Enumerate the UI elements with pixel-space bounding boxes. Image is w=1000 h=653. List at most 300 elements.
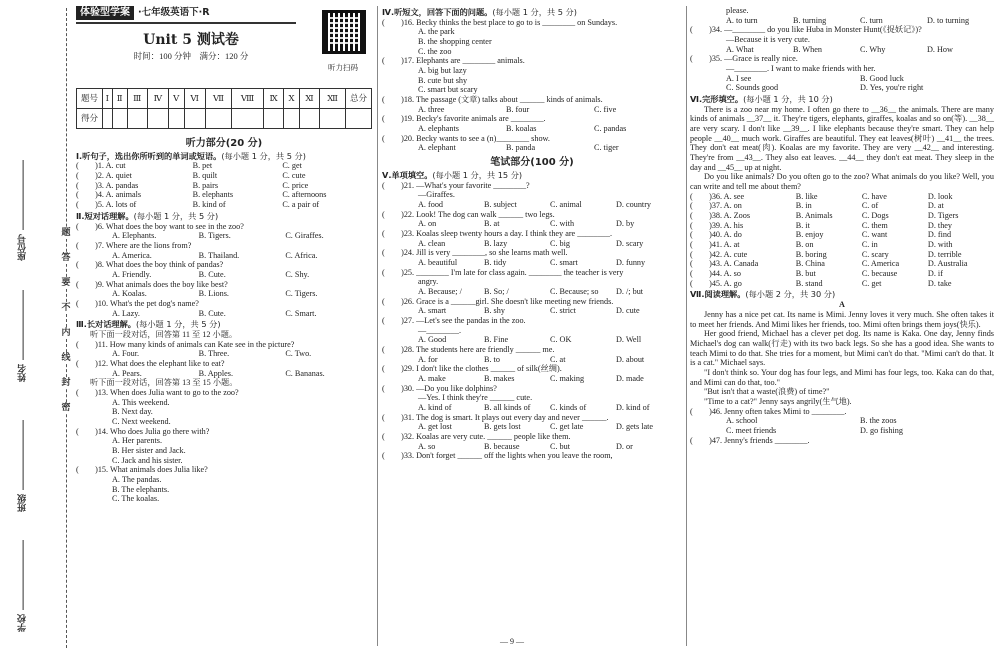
options-row xyxy=(690,192,994,202)
qr-caption: 听力扫码 xyxy=(328,63,358,72)
option-line: C. The koalas. xyxy=(112,494,160,504)
question-stem: ( )22. Look! The dog can walk ______ two legs. xyxy=(382,209,555,219)
option: D. look xyxy=(927,191,953,201)
option-line: —________. xyxy=(418,325,461,335)
options-row xyxy=(382,422,682,432)
score-row-label: 得分 xyxy=(77,109,103,129)
question-stem: ( )19. Becky's favorite animals are ________. xyxy=(382,114,546,124)
question-stem: ( )9. What animals does the boy like best? xyxy=(76,279,228,289)
section-heading xyxy=(690,95,994,105)
score-cell[interactable] xyxy=(168,109,184,129)
section-heading-text: Ⅳ.听短文，回答下面的问题。 xyxy=(382,7,493,17)
binding-strip xyxy=(0,0,78,653)
option: B. quilt xyxy=(192,171,218,181)
option: A. Good xyxy=(418,335,447,345)
column-3-body xyxy=(690,6,994,445)
option: C. big xyxy=(550,238,571,248)
option-line: B. Next day. xyxy=(112,407,153,417)
section-heading-note: (每小题 1 分，共 5 分) xyxy=(492,7,577,17)
option: C. animal xyxy=(550,199,582,209)
seal-char: 要 xyxy=(59,278,73,289)
option-line: angry. xyxy=(418,277,439,287)
option: C. Dogs xyxy=(861,211,889,221)
score-cell[interactable] xyxy=(320,109,346,129)
option: B. elephants xyxy=(192,190,234,200)
option: D. they xyxy=(927,220,953,230)
option: A. Four. xyxy=(112,349,140,359)
question-row xyxy=(76,171,372,181)
seal-char: 封 xyxy=(59,378,73,389)
options-row xyxy=(690,83,994,93)
passage-paragraph: There is a zoo near my home. I often go there to __36__ the animals. There are many kinds of animals __37__ it. They're tigers, elephants, giraffes, koalas and so on(等). __38__ are very scary. I don't like __39__. I like elephants because they're smart. They can help people __40__ much work. Giraffes are beautiful. They eat leaves(树叶) __41__ the trees. They don't eat meat(肉). Koalas are my favorite. They are very __42__ and interesting. They're from __43__. They also eat leaves. __44__ they don't eat meat. They sleep in the day and __45__ up at night. xyxy=(690,104,994,172)
option: D. if xyxy=(927,269,943,279)
options-row xyxy=(76,349,372,359)
option: D. take xyxy=(927,278,952,288)
option: B. on xyxy=(795,240,814,250)
question-stem: ( )30. —Do you like dolphins? xyxy=(382,383,497,393)
option: C. kinds of xyxy=(550,403,587,412)
option-line: A. Her parents. xyxy=(112,436,163,446)
question-stem: ( )46. Jenny often takes Mimi to ________. xyxy=(690,406,847,416)
option: ( )36. A. see xyxy=(690,191,745,201)
options-row xyxy=(382,105,682,115)
question-stem: ( )7. Where are the lions from? xyxy=(76,240,192,250)
option: D. How xyxy=(927,44,953,54)
section-heading-text: Ⅴ.单项填空。 xyxy=(382,169,433,180)
score-header-cell: Ⅹ xyxy=(284,89,300,109)
score-cell[interactable] xyxy=(127,109,147,129)
score-cell[interactable] xyxy=(147,109,168,129)
option: C. a pair of xyxy=(282,200,320,210)
option: A. Because; / xyxy=(418,286,462,296)
option: C. with xyxy=(550,219,575,229)
option-line: C. Next weekend. xyxy=(112,416,171,426)
options-row xyxy=(382,239,682,249)
option: B. Animals xyxy=(795,211,833,221)
score-header-cell: Ⅳ xyxy=(147,89,168,109)
option: A. America. xyxy=(112,250,152,260)
option: C. of xyxy=(861,201,879,211)
options-row xyxy=(690,45,994,55)
option: C. tiger xyxy=(594,143,619,153)
option: D. go fishing xyxy=(860,425,903,435)
score-header-cell: Ⅲ xyxy=(127,89,147,109)
section-heading-note: (每小题 1 分，共 5 分) xyxy=(135,319,221,330)
options-row xyxy=(690,211,994,221)
option: B. four xyxy=(506,104,530,114)
option: B. Lions. xyxy=(198,289,229,299)
column-2-body xyxy=(382,8,682,461)
seal-char: 不 xyxy=(59,303,73,314)
option: C. cute xyxy=(282,171,306,181)
options-row xyxy=(382,306,682,316)
option: B. Fine xyxy=(484,335,509,345)
question-stem: ( )35. —Grace is really nice. xyxy=(690,54,798,64)
option: A. I see xyxy=(726,73,752,83)
options-row xyxy=(690,240,994,250)
option: D. at xyxy=(927,201,944,211)
option-line: please. xyxy=(726,6,749,15)
option: B. boring xyxy=(795,249,827,259)
option: C. them xyxy=(861,220,888,230)
passage-paragraph: "But isn't that a waste(浪费) of time?" xyxy=(704,387,830,397)
option: D. cute xyxy=(616,306,640,316)
qr-code-icon[interactable] xyxy=(322,10,366,54)
score-cell[interactable] xyxy=(346,109,372,129)
score-cell[interactable] xyxy=(205,109,231,129)
page-title: Unit 5 测试卷 xyxy=(143,31,239,48)
option: B. it xyxy=(795,220,810,230)
option-line: A. the park xyxy=(418,27,455,37)
option: B. China xyxy=(795,259,825,269)
section-heading-text: Ⅱ.短对话理解。 xyxy=(76,210,134,221)
option-line: A. The pandas. xyxy=(112,474,162,484)
option: A. to turn xyxy=(726,15,758,25)
score-header-cell: Ⅺ xyxy=(299,89,319,109)
column-1 xyxy=(76,6,372,504)
option: C. scary xyxy=(861,249,889,259)
option: B. Cute. xyxy=(198,269,226,279)
option: A. for xyxy=(418,354,438,364)
option: A. get lost xyxy=(418,422,452,432)
option: D. about xyxy=(616,354,645,364)
option: A. What xyxy=(726,44,754,54)
options-row xyxy=(382,403,682,413)
page-number: — 9 — xyxy=(500,637,524,646)
section-heading-text: Ⅲ.长对话理解。 xyxy=(76,319,136,330)
option: D. or xyxy=(616,441,633,451)
option: B. subject xyxy=(484,199,517,209)
option: C. pandas xyxy=(594,124,627,134)
option: B. shy xyxy=(484,306,505,316)
section-heading xyxy=(382,8,682,18)
column-3 xyxy=(690,6,994,445)
option: D. funny xyxy=(616,257,646,267)
option: ( )40. A. do xyxy=(690,230,742,240)
question-stem: ( )34. —________ do you like Huba in Monster Hunt(《捉妖记》)? xyxy=(690,25,922,35)
section-heading-text: Ⅶ.阅读理解。 xyxy=(690,289,746,300)
question-row xyxy=(76,190,372,200)
section-heading-note: (每小题 1 分，共 5 分) xyxy=(221,150,306,161)
section-heading xyxy=(76,152,372,162)
option: C. Giraffes. xyxy=(285,231,324,241)
class-field: 班级 xyxy=(18,420,29,512)
option: C. get xyxy=(861,278,882,288)
brand-logo: 体验型学案 xyxy=(76,6,134,20)
options-row xyxy=(76,231,372,241)
option: B. at xyxy=(484,219,500,229)
option: B. Thailand. xyxy=(198,250,240,260)
option: D. Yes, you're right xyxy=(860,83,924,93)
question-stem: ( )26. Grace is a ______girl. She doesn't like meeting new friends. xyxy=(382,296,614,306)
question-stem: ( )29. I don't like the clothes ______ of silk(丝绸). xyxy=(382,364,562,374)
options-row xyxy=(76,251,372,261)
option: B. to xyxy=(484,354,500,364)
section-heading-note: (每小题 1 分，共 15 分) xyxy=(432,169,523,180)
section-heading xyxy=(76,320,372,330)
question-stem: ( )1. A. cut xyxy=(76,161,126,171)
option: C. OK xyxy=(550,335,572,345)
option: A. kind of xyxy=(418,403,452,412)
option: A. elephant xyxy=(418,143,456,153)
section-heading xyxy=(690,290,994,300)
option: D. with xyxy=(927,240,953,250)
option: C. meet friends xyxy=(726,425,777,435)
section-heading xyxy=(382,171,682,181)
option: ( )41. A. at xyxy=(690,240,740,250)
question-stem: ( )14. Who does Julia go there with? xyxy=(76,426,210,436)
question-stem: ( )16. Becky thinks the best place to go to is ________ on Sundays. xyxy=(382,17,618,27)
option: A. so xyxy=(418,441,436,451)
question-stem: ( )12. What does the elephant like to eat? xyxy=(76,358,225,368)
score-cell[interactable] xyxy=(263,109,283,129)
option: ( )37. A. on xyxy=(690,201,742,211)
options-row xyxy=(690,269,994,279)
option: D. Well xyxy=(616,335,642,345)
question-stem: ( )33. Don't forget ______ off the lights when you leave the room, xyxy=(382,451,613,461)
seal-char: 内 xyxy=(59,328,73,339)
option: A. Koalas. xyxy=(112,289,147,299)
option: C. price xyxy=(282,180,309,190)
seal-char: 答 xyxy=(59,253,73,264)
options-row xyxy=(690,221,994,231)
question-stem: ( )28. The students here are friendly ______ me. xyxy=(382,344,555,354)
option: A. school xyxy=(726,416,758,426)
options-row xyxy=(382,124,682,134)
option: A. Friendly. xyxy=(112,269,152,279)
score-cell[interactable] xyxy=(232,109,264,129)
option: B. lazy xyxy=(484,238,508,248)
column-1-body xyxy=(76,152,372,504)
options-row xyxy=(76,289,372,299)
header-brand xyxy=(76,6,296,24)
question-stem: ( )23. Koalas sleep twenty hours a day. I think they are ________. xyxy=(382,228,613,238)
score-header-cell: Ⅴ xyxy=(168,89,184,109)
options-row xyxy=(382,287,682,297)
option: D. gets late xyxy=(616,422,654,432)
section-heading-note: (每小题 1 分，共 10 分) xyxy=(743,94,833,105)
option: C. turn xyxy=(860,15,883,25)
score-table xyxy=(76,88,372,129)
option: C. but xyxy=(550,441,571,451)
score-cell[interactable] xyxy=(103,109,113,129)
option-line: —________. I want to make friends with her. xyxy=(726,64,876,74)
score-header-row xyxy=(77,89,372,109)
question-stem: ( )4. A. animals xyxy=(76,190,142,200)
score-header-cell: 总分 xyxy=(346,89,372,109)
options-row xyxy=(690,250,994,260)
question-stem: ( )21. —What's your favorite ________? xyxy=(382,180,530,190)
score-header-cell: Ⅱ xyxy=(112,89,127,109)
option-line: B. The elephants. xyxy=(112,484,170,494)
question-stem: ( )31. The dog is smart. It plays out every day and never ______. xyxy=(382,412,609,422)
seat-number-field: 座位号 xyxy=(18,160,29,261)
seal-char: 线 xyxy=(59,353,73,364)
option-line: A. This weekend. xyxy=(112,397,170,407)
option: C. Africa. xyxy=(285,250,318,260)
section-heading-text: Ⅰ.听句子，选出你所听到的单词或短语。 xyxy=(76,150,222,161)
option: B. turning xyxy=(793,15,827,25)
option: A. clean xyxy=(418,238,446,248)
question-stem: ( )32. Koalas are very cute. ______ people like them. xyxy=(382,432,571,442)
name-field: 姓名 xyxy=(18,290,29,382)
option: ( )39. A. his xyxy=(690,220,744,230)
option: B. Tigers. xyxy=(198,231,231,241)
option: A. beautiful xyxy=(418,257,458,267)
options-row xyxy=(690,426,994,436)
question-stem: ( )8. What does the boy think of pandas? xyxy=(76,260,224,270)
options-row xyxy=(690,230,994,240)
option: D. by xyxy=(616,219,635,229)
option: A. make xyxy=(418,373,446,383)
option: B. because xyxy=(484,441,520,451)
option: C. at xyxy=(550,354,566,364)
option-line: C. the zoo xyxy=(418,46,452,56)
score-cell[interactable] xyxy=(299,109,319,129)
option: B. pairs xyxy=(192,180,219,190)
option-line: B. Her sister and Jack. xyxy=(112,445,186,455)
options-row xyxy=(76,369,372,379)
score-header-cell: Ⅶ xyxy=(205,89,231,109)
score-header-cell: Ⅻ xyxy=(320,89,346,109)
option: B. gets lost xyxy=(484,422,521,432)
question-stem: ( )24. Jill is very ________, so she learns math well. xyxy=(382,248,568,258)
option: C. Sounds good xyxy=(726,83,779,93)
exam-meta: 时间：100 分钟 满分：120 分 xyxy=(133,51,249,62)
option: B. koalas xyxy=(506,124,537,134)
school-field: 学校 xyxy=(18,540,29,632)
question-stem: ( )27. —Let's see the pandas in the zoo. xyxy=(382,315,526,325)
option: ( )38. A. Zoos xyxy=(690,211,751,221)
instruction-line: 听下面一段对话，回答第 13 至 15 小题。 xyxy=(90,378,238,388)
options-row xyxy=(382,219,682,229)
option: B. So; / xyxy=(484,286,509,296)
option: C. Why xyxy=(860,44,886,54)
question-row xyxy=(76,200,372,210)
option: ( )42. A. cute xyxy=(690,249,748,259)
options-row xyxy=(382,200,682,210)
instruction-line: 听下面一段对话，回答第 11 至 12 小题。 xyxy=(90,329,238,339)
passage-paragraph: "Time to a cat?" Jenny says angrily(生气地). xyxy=(704,396,852,406)
score-cell[interactable] xyxy=(112,109,127,129)
options-row xyxy=(690,279,994,289)
options-row xyxy=(382,335,682,345)
option: C. five xyxy=(594,104,617,114)
column-2 xyxy=(382,6,682,461)
written-section-title: 笔试部分(100 分) xyxy=(490,157,574,169)
option: B. like xyxy=(795,191,818,201)
section-heading-text: Ⅵ.完形填空。 xyxy=(690,94,744,105)
option: C. afternoons xyxy=(282,190,327,200)
option: D. Tigers xyxy=(927,211,959,221)
option: A. three xyxy=(418,104,445,114)
options-row xyxy=(382,355,682,365)
option: C. get late xyxy=(550,422,584,432)
option: D. to turning xyxy=(927,15,970,25)
option: B. pet xyxy=(192,161,213,171)
option-line: —Giraffes. xyxy=(418,190,455,200)
question-stem: ( )5. A. lots of xyxy=(76,200,137,210)
options-row xyxy=(690,16,994,26)
option: D. find xyxy=(927,230,952,240)
option: A. on xyxy=(418,219,437,229)
options-row xyxy=(382,258,682,268)
score-cell[interactable] xyxy=(184,109,205,129)
option-line: —Because it is very cute. xyxy=(726,35,810,45)
listening-section-title: 听力部分(20 分) xyxy=(185,138,263,149)
option: D. Australia xyxy=(927,259,968,269)
option: C. have xyxy=(861,191,887,201)
option: B. enjoy xyxy=(795,230,824,240)
options-row xyxy=(382,442,682,452)
option: C. get xyxy=(282,161,302,171)
question-stem: ( )15. What animals does Julia like? xyxy=(76,465,208,475)
options-row xyxy=(382,374,682,384)
passage-paragraph: Jenny has a nice pet cat. Its name is Mimi. Jenny loves it very much. She often takes it to meet her friends. And Mimi likes her friends, too. Mimi often brings them joys(快乐). xyxy=(690,309,994,329)
option: C. Shy. xyxy=(285,269,310,279)
option: A. Elephants. xyxy=(112,231,157,241)
question-row xyxy=(76,181,372,191)
option: C. Smart. xyxy=(285,308,317,318)
option: B. panda xyxy=(506,143,536,153)
option: D. scary xyxy=(616,238,644,248)
option-line: —Yes. I think they're ______ cute. xyxy=(418,393,533,403)
option: C. America xyxy=(861,259,900,269)
option: C. making xyxy=(550,373,585,383)
score-header-cell: Ⅰ xyxy=(103,89,113,109)
option: B. stand xyxy=(795,278,823,288)
option: C. in xyxy=(861,240,878,250)
score-cell[interactable] xyxy=(284,109,300,129)
option: B. the zoos xyxy=(860,416,897,426)
score-header-cell: 题号 xyxy=(77,89,103,109)
option: B. tidy xyxy=(484,257,507,267)
option: C. want xyxy=(861,230,888,240)
question-row xyxy=(76,161,372,171)
option: B. Good luck xyxy=(860,73,904,83)
option: C. smart xyxy=(550,257,578,267)
option: B. makes xyxy=(484,373,515,383)
question-stem: ( )18. The passage (文章) talks about ______ kinds of animals. xyxy=(382,95,603,105)
option: A. smart xyxy=(418,306,447,316)
column-divider xyxy=(686,6,687,646)
question-stem: ( )2. A. quiet xyxy=(76,171,132,181)
passage-label: A xyxy=(839,300,845,310)
option: D. /; but xyxy=(616,286,644,296)
option-line: C. smart but scary xyxy=(418,85,478,95)
option: D. terrible xyxy=(927,249,962,259)
question-stem: ( )10. What's the pet dog's name? xyxy=(76,298,199,308)
option: C. Because; so xyxy=(550,286,599,296)
options-row xyxy=(382,143,682,153)
option: B. Cute. xyxy=(198,308,226,318)
passage-paragraph: "I don't think so. Your dog has four legs, and Mimi has four legs, too. Kaka can do that, and Mimi can do that, too." xyxy=(690,367,994,387)
options-row xyxy=(76,270,372,280)
option: C. Tigers. xyxy=(285,289,318,299)
option-line: B. the shopping center xyxy=(418,37,492,47)
question-stem: ( )3. A. pandas xyxy=(76,180,139,190)
passage-paragraph: Do you like animals? Do you often go to the zoo? What animals do you like? Well, you can write and tell me about them? xyxy=(690,172,994,192)
option: B. in xyxy=(795,201,812,211)
column-divider xyxy=(377,6,378,646)
option: A. elephants xyxy=(418,124,459,134)
option: D. kind of xyxy=(616,403,650,412)
option: ( )45. A. go xyxy=(690,278,742,288)
option: B. Three. xyxy=(198,349,230,359)
options-row xyxy=(690,416,994,426)
option: A. Pears. xyxy=(112,368,142,378)
option: B. all kinds of xyxy=(484,403,531,412)
